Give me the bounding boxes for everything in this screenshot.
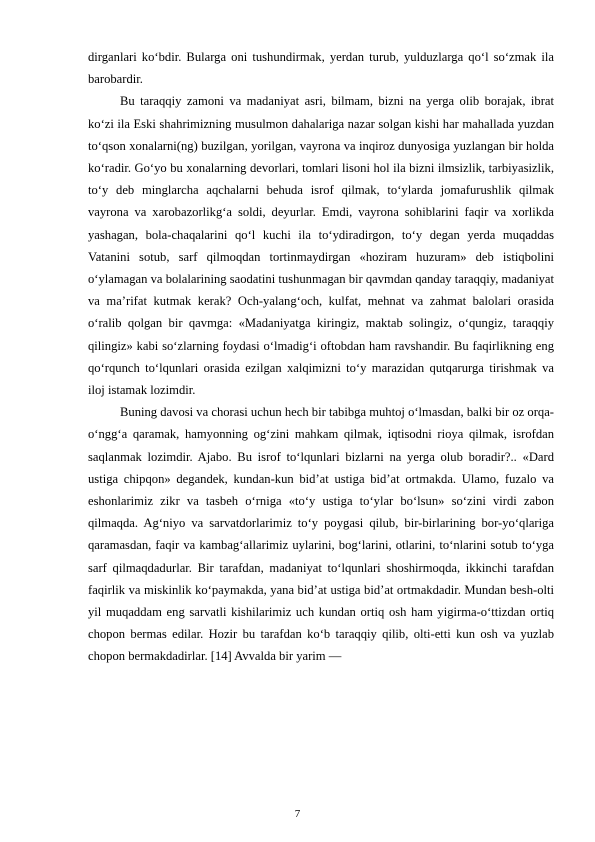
paragraph: Bu taraqqiy zamoni va madaniyat asri, bilmam, bizni na yerga olib borajak, ibrat ko‘zi ila Eski shahrimizning musulmon dahalariga nazar solgan kishi har mahallada yuzdan to‘qson xonalarni(ng) buzilgan, yorilgan, vayrona va inqiroz dunyosiga yuzlangan bir holda ko‘radir. Go‘yo bu xonalarning devorlari, tomlari lisoni hol ila bizni ilmsizlik, tarbiyasizlik, to‘y deb minglarcha aqchalarni behuda isrof qilmak, to‘ylarda jomafurushlik qilmak vayrona va xarobazorlikg‘a soldi, deyurlar. Emdi, vayrona sohiblarini faqir va xorlikda yashagan, bola-chaqalarini qo‘l kuchi ila to‘ydiradirgon, to‘y degan yerda muqaddas Vatanini sotub, sarf qilmoqdan tortinmaydirgan «hoziram huzuram» deb istiqbolini o‘ylamagan va bolalarining saodatini tushunmagan bir qavmdan qanday taraqqiy, madaniyat va ma’rifat kutmak kerak? Och-yalang‘och, kulfat, mehnat va zahmat balolari orasida o‘ralib qolgan bir qavmga: «Madaniyatga kiringiz, maktab solingiz, o‘qungiz, taraqqiy qilingiz» kabi so‘zlarning foydasi o‘lmadig‘i oftobdan ham ravshandir. Bu faqirlikning eng qo‘rqunch to‘lqunlari orasida ezilgan xalqimizni to‘y marazidan qutqarurga tirishmak va iloj istamak lozimdir. [88, 94, 554, 398]
page-number: 7 [294, 808, 301, 820]
paragraph: Buning davosi va chorasi uchun hech bir tabibga muhtoj o‘lmasdan, balki bir oz orqa-o‘ngg‘a qaramak, hamyonning og‘zini mahkam qilmak, iqtisodni rioya qilmak, isrofdan saqlanmak lozimdir. Ajabo. Bu isrof to‘lqunlari bizlarni na yerga olub boradir?.. «Dard ustiga chipqon» degandek, kundan-kun bid’at ustiga bid’at ortmakda. Ulamo, fuzalo va eshonlarimiz zikr va tasbeh o‘rniga «to‘y ustiga to‘ylar bo‘lsun» so‘zini virdi zabon qilmaqda. Ag‘niyo va sarvatdorlarimiz to‘y poygasi qilub, bir-birlarining bor-yo‘qlariga qaramasdan, faqir va kambag‘allarimiz uylarini, bog‘larini, otlarini, to‘nlarini sotub to‘yga sarf qilmaqdadurlar. Bir tarafdan, madaniyat to‘lqunlari shoshirmoqda, ikkinchi tarafdan faqirlik va miskinlik ko‘paymakda, yana bid’at ustiga bid’at ortmakdadir. Mundan besh-olti yil muqaddam eng sarvatli kishilarimiz uch kundan ortiq osh ham yigirma-o‘ttizdan ortiq chopon bermas edilar. Hozir bu tarafdan ko‘b taraqqiy qilib, olti-etti kun osh va yuzlab chopon bermakdadirlar. [14] Avvalda bir yarim — [88, 405, 554, 664]
body-text [88, 46, 554, 668]
paragraph-continuation: dirganlari ko‘bdir. Bularga oni tushundirmak, yerdan turub, yulduzlarga qo‘l so‘zmak ila barobardir. [88, 50, 554, 87]
